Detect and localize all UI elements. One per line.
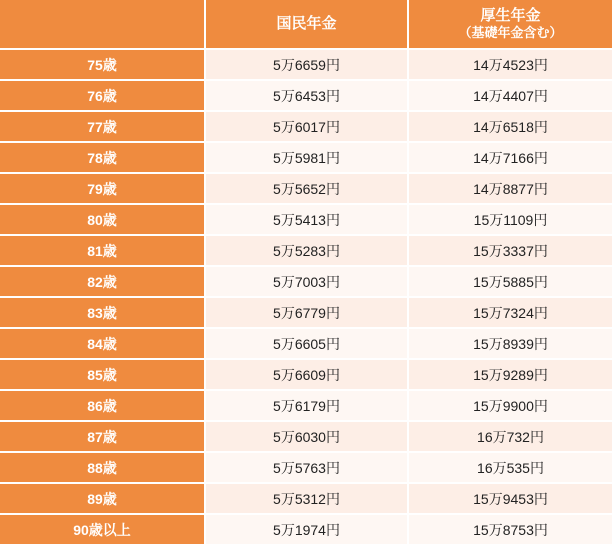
cell-kousei-nenkin: 15万9900円	[408, 390, 612, 421]
table-row	[0, 173, 612, 204]
header-row	[0, 0, 612, 49]
row-header-age: 80歳	[0, 204, 205, 235]
table-row	[0, 514, 612, 544]
header-kousei-nenkin	[408, 0, 612, 49]
row-header-age: 75歳	[0, 49, 205, 80]
cell-kokumin-nenkin: 5万5652円	[205, 173, 408, 204]
table-row	[0, 266, 612, 297]
row-header-age: 89歳	[0, 483, 205, 514]
cell-kokumin-nenkin: 5万5981円	[205, 142, 408, 173]
cell-kousei-nenkin: 15万1109円	[408, 204, 612, 235]
table-row	[0, 80, 612, 111]
cell-kousei-nenkin: 15万8939円	[408, 328, 612, 359]
cell-kousei-nenkin: 14万4407円	[408, 80, 612, 111]
table-row	[0, 328, 612, 359]
table-row	[0, 204, 612, 235]
header-kokumin-nenkin: 国民年金	[205, 0, 408, 49]
table-row	[0, 297, 612, 328]
cell-kokumin-nenkin: 5万5413円	[205, 204, 408, 235]
cell-kousei-nenkin: 15万8753円	[408, 514, 612, 544]
cell-kokumin-nenkin: 5万6179円	[205, 390, 408, 421]
table-body	[0, 49, 612, 544]
cell-kousei-nenkin: 14万4523円	[408, 49, 612, 80]
cell-kousei-nenkin: 15万9289円	[408, 359, 612, 390]
row-header-age: 78歳	[0, 142, 205, 173]
cell-kousei-nenkin: 15万5885円	[408, 266, 612, 297]
row-header-age: 87歳	[0, 421, 205, 452]
cell-kokumin-nenkin: 5万5763円	[205, 452, 408, 483]
cell-kokumin-nenkin: 5万6609円	[205, 359, 408, 390]
row-header-age: 90歳以上	[0, 514, 205, 544]
row-header-age: 83歳	[0, 297, 205, 328]
cell-kousei-nenkin: 14万6518円	[408, 111, 612, 142]
table-row	[0, 235, 612, 266]
table-row	[0, 421, 612, 452]
table-row	[0, 483, 612, 514]
row-header-age: 82歳	[0, 266, 205, 297]
cell-kokumin-nenkin: 5万7003円	[205, 266, 408, 297]
cell-kokumin-nenkin: 5万1974円	[205, 514, 408, 544]
row-header-age: 86歳	[0, 390, 205, 421]
table-row	[0, 390, 612, 421]
table-row	[0, 111, 612, 142]
cell-kokumin-nenkin: 5万6659円	[205, 49, 408, 80]
header-corner-cell	[0, 0, 205, 49]
cell-kokumin-nenkin: 5万6453円	[205, 80, 408, 111]
cell-kokumin-nenkin: 5万5283円	[205, 235, 408, 266]
table-row	[0, 359, 612, 390]
table-row	[0, 49, 612, 80]
cell-kokumin-nenkin: 5万6030円	[205, 421, 408, 452]
header-kousei-line2: （基礎年金含む）	[458, 25, 563, 41]
table-row	[0, 142, 612, 173]
cell-kousei-nenkin: 16万535円	[408, 452, 612, 483]
header-kousei-line1: 厚生年金	[480, 6, 541, 24]
cell-kousei-nenkin: 15万9453円	[408, 483, 612, 514]
cell-kokumin-nenkin: 5万5312円	[205, 483, 408, 514]
cell-kousei-nenkin: 14万7166円	[408, 142, 612, 173]
row-header-age: 76歳	[0, 80, 205, 111]
table-row	[0, 452, 612, 483]
cell-kokumin-nenkin: 5万6017円	[205, 111, 408, 142]
row-header-age: 85歳	[0, 359, 205, 390]
row-header-age: 79歳	[0, 173, 205, 204]
cell-kousei-nenkin: 15万7324円	[408, 297, 612, 328]
row-header-age: 77歳	[0, 111, 205, 142]
cell-kousei-nenkin: 15万3337円	[408, 235, 612, 266]
row-header-age: 81歳	[0, 235, 205, 266]
cell-kousei-nenkin: 16万732円	[408, 421, 612, 452]
cell-kokumin-nenkin: 5万6605円	[205, 328, 408, 359]
row-header-age: 88歳	[0, 452, 205, 483]
cell-kousei-nenkin: 14万8877円	[408, 173, 612, 204]
table-header	[0, 0, 612, 49]
row-header-age: 84歳	[0, 328, 205, 359]
cell-kokumin-nenkin: 5万6779円	[205, 297, 408, 328]
